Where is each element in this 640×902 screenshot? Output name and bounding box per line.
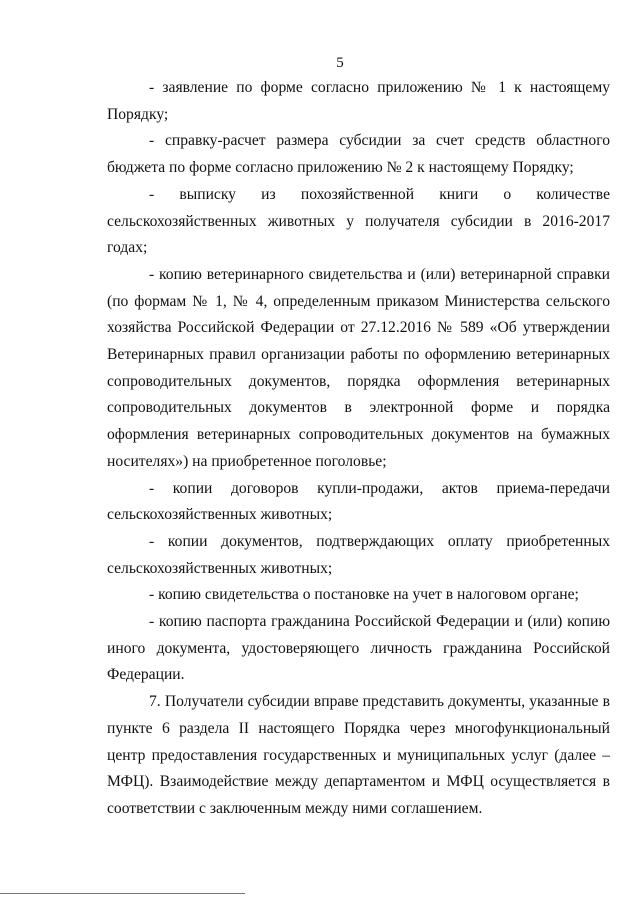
- paragraph-application-form: - заявление по форме согласно приложению № 1 к настоящему Порядку;: [107, 79, 610, 123]
- paragraph-passport-copy: - копию паспорта гражданина Российской Федерации и (или) копию иного документа, удостоверяющего личность гражданина Российской Федерации.: [107, 613, 610, 684]
- paragraph-subsidy-calculation: - справку-расчет размера субсидии за счет средств областного бюджета по форме согласно приложению № 2 к настоящему Порядку;: [107, 132, 610, 177]
- paragraph-household-book-extract: - выписку из похозяйственной книги о количестве сельскохозяйственных животных у получателя субсидии в 2016-2017 годах;: [107, 185, 610, 257]
- paragraph-mfc-submission: 7. Получатели субсидии вправе представить документы, указанные в пункте 6 раздела II настоящего Порядка через многофункциональный центр предоставления государственных и муниципальных услуг (далее – МФЦ). Взаимодействие между департаментом и МФЦ осуществляется в соответствии с заключенным между ними соглашением.: [107, 693, 610, 817]
- paragraph-purchase-contracts: - копии договоров купли-продажи, актов приема-передачи сельскохозяйственных животных;: [107, 479, 610, 524]
- paragraph-veterinary-certificate: - копию ветеринарного свидетельства и (или) ветеринарной справки (по формам № 1, № 4, определенным приказом Министерства сельского хозяйства Российской Федерации от 27.12.2016 № 589 «Об утверждении Ветеринарных правил организации работы по оформлению ветеринарных сопроводительных документов, порядка оформления ветеринарных сопроводительных документов в электронной форме и порядка оформления ветеринарных сопроводительных документов на бумажных носителях») на приобретенное поголовье;: [107, 265, 610, 470]
- paragraph-tax-registration: - копию свидетельства о постановке на учет в налоговом органе;: [149, 586, 579, 604]
- page-number: 5: [336, 55, 344, 71]
- bottom-divider: [0, 893, 245, 894]
- paragraph-payment-documents: - копии документов, подтверждающих оплату приобретенных сельскохозяйственных животных;: [107, 532, 610, 577]
- document-body: [107, 75, 610, 823]
